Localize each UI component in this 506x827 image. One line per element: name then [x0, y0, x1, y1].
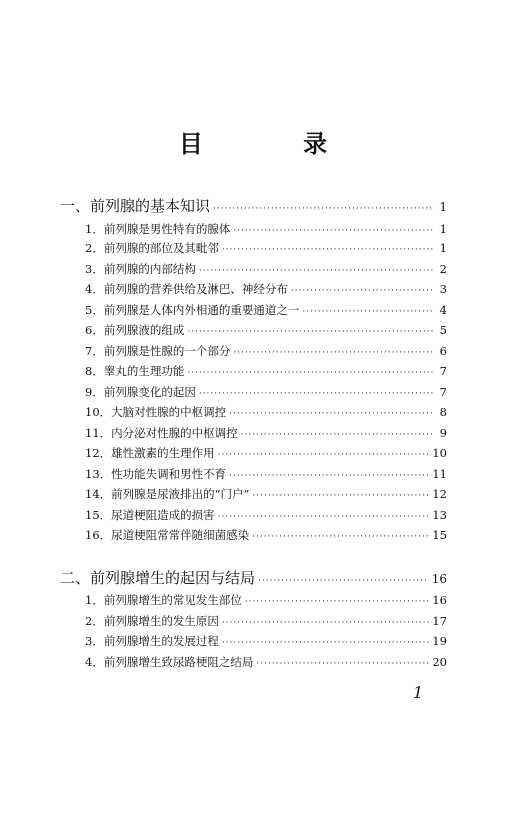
- toc-item-label: 16．尿道梗阻常常伴随细菌感染: [85, 528, 250, 542]
- toc-page-number: 8: [439, 405, 447, 419]
- toc-item-label: 3．前列腺的内部结构: [85, 262, 196, 276]
- toc-item-label: 6．前列腺液的组成: [85, 323, 185, 337]
- toc-item: [85, 654, 447, 670]
- toc-item: [85, 281, 447, 297]
- toc-page-number: 17: [432, 614, 447, 628]
- toc-chapter-label: 二、前列腺增生的起因与结局: [60, 569, 256, 587]
- toc-item-label: 1．前列腺增生的常见发生部位: [85, 593, 242, 607]
- toc-page-number: 4: [439, 303, 447, 317]
- toc-item: [85, 384, 447, 400]
- toc-chapter-label: 一、前列腺的基本知识: [60, 197, 211, 215]
- toc-item: [85, 425, 447, 441]
- leader-dots: [241, 430, 434, 440]
- toc-item: [85, 261, 447, 277]
- toc-item-label: 12．雄性激素的生理作用: [85, 446, 215, 460]
- toc-page-number: 20: [432, 655, 447, 669]
- toc-item-label: 14．前列腺是尿液排出的“门户”: [85, 487, 250, 501]
- leader-dots: [252, 532, 429, 542]
- leader-dots: [199, 266, 434, 276]
- leader-dots: [218, 450, 430, 460]
- toc-item-label: 3．前列腺增生的发展过程: [85, 634, 219, 648]
- leader-dots: [187, 327, 434, 337]
- toc-chapter-2: [60, 567, 447, 588]
- toc-item: [85, 592, 447, 608]
- toc-item: [85, 486, 447, 502]
- leader-dots: [252, 491, 429, 501]
- toc-item-label: 4．前列腺的营养供给及淋巴、神经分布: [85, 282, 288, 296]
- leader-dots: [222, 638, 430, 648]
- leader-dots: [199, 389, 434, 399]
- toc-item: [85, 527, 447, 543]
- leader-dots: [187, 368, 434, 378]
- toc-item-label: 2．前列腺增生的发生原因: [85, 614, 219, 628]
- toc-page-number: 11: [432, 467, 447, 481]
- leader-dots: [233, 348, 434, 358]
- toc-item-label: 15．尿道梗阻造成的损害: [85, 508, 215, 522]
- toc-item: [85, 507, 447, 523]
- toc-item-label: 10．大脑对性腺的中枢调控: [85, 405, 227, 419]
- toc-page-number: 9: [439, 426, 447, 440]
- toc-item-label: 13．性功能失调和男性不育: [85, 467, 227, 481]
- toc-item: [85, 322, 447, 338]
- toc-page-number: 5: [439, 323, 447, 337]
- leader-dots: [222, 618, 430, 628]
- toc-page-number: 15: [432, 528, 447, 542]
- toc-item: [85, 633, 447, 649]
- toc-page-number: 16: [432, 593, 447, 607]
- toc-page-number: 10: [432, 446, 447, 460]
- leader-dots: [229, 471, 429, 481]
- toc-item: [85, 302, 447, 318]
- toc-page-number: 13: [432, 508, 447, 522]
- toc-page-number: 12: [432, 487, 447, 501]
- toc-item-label: 4．前列腺增生致尿路梗阻之结局: [85, 655, 254, 669]
- toc-item: [85, 363, 447, 379]
- toc-item: [85, 221, 447, 237]
- leader-dots: [256, 659, 429, 669]
- leader-dots: [229, 409, 434, 419]
- toc-page-number: 19: [432, 634, 447, 648]
- toc-page-number: 2: [439, 262, 447, 276]
- leader-dots: [233, 226, 434, 236]
- page-title: 目 录: [178, 130, 374, 158]
- toc-page-number: 3: [439, 282, 447, 296]
- toc-page-number: 1: [439, 222, 447, 236]
- leader-dots: [222, 245, 434, 255]
- toc-item: [85, 466, 447, 482]
- toc-item-label: 5．前列腺是人体内外相通的重要通道之一: [85, 303, 300, 317]
- toc-item-label: 9．前列腺变化的起因: [85, 385, 196, 399]
- toc-page-number: 6: [439, 344, 447, 358]
- leader-dots: [218, 512, 430, 522]
- toc-page-number: 16: [431, 572, 447, 586]
- toc-chapter-1: [60, 195, 447, 216]
- leader-dots: [258, 576, 429, 586]
- toc-page-number: 7: [439, 364, 447, 378]
- toc-item: [85, 240, 447, 256]
- toc-item-label: 2．前列腺的部位及其毗邻: [85, 241, 219, 255]
- leader-dots: [213, 204, 434, 214]
- toc-item: [85, 445, 447, 461]
- toc-item: [85, 343, 447, 359]
- leader-dots: [291, 286, 434, 296]
- toc-item-label: 11．内分泌对性腺的中枢调控: [85, 426, 238, 440]
- toc-item-label: 7．前列腺是性腺的一个部分: [85, 344, 231, 358]
- toc-item-label: 8．睾丸的生理功能: [85, 364, 185, 378]
- leader-dots: [302, 307, 434, 317]
- toc-page-number: 1: [439, 241, 447, 255]
- toc-page-number: 7: [439, 385, 447, 399]
- toc-page-number: 1: [439, 200, 447, 214]
- page-folio: 1: [413, 683, 424, 702]
- leader-dots: [245, 597, 430, 607]
- toc-item: [85, 613, 447, 629]
- toc-item-label: 1．前列腺是男性特有的腺体: [85, 222, 231, 236]
- toc-item: [85, 404, 447, 420]
